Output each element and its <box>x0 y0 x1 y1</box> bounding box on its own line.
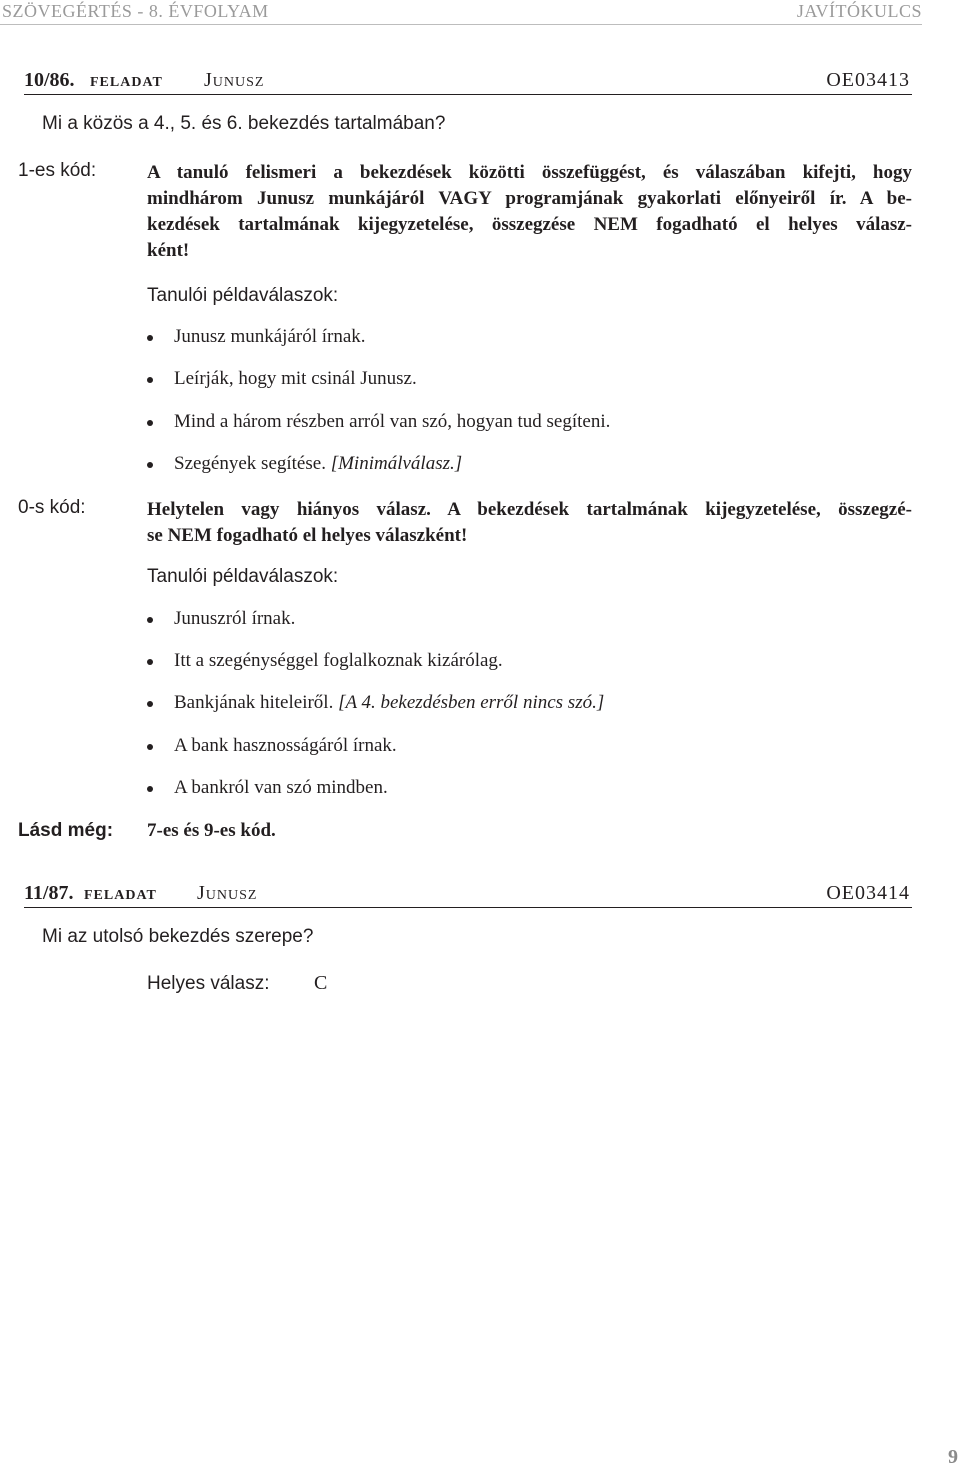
task1-keyword: feladat <box>90 69 163 91</box>
bullet-icon <box>147 659 153 665</box>
answer-value: C <box>314 972 328 994</box>
page-number: 9 <box>948 1446 958 1468</box>
example-text <box>174 453 462 475</box>
task1-number: 10/86. <box>24 69 75 91</box>
example-note: [A 4. bekezdésben erről nincs szó.] <box>338 692 605 713</box>
code0-label: 0-s kód: <box>18 497 86 518</box>
code1-line: mindhárom Junusz munkájáról VAGY programjának gyakorlati előnyeiről ír. A be- <box>147 188 912 209</box>
task2-question: Mi az utolsó bekezdés szerepe? <box>42 926 314 947</box>
bullet-icon <box>147 617 153 623</box>
task1-heading <box>24 68 912 95</box>
bullet-icon <box>147 744 153 750</box>
code0-line: se NEM fogadható el helyes válaszként! <box>147 525 468 546</box>
code0-examples-heading: Tanulói példaválaszok: <box>147 566 339 587</box>
example-text: Junuszról írnak. <box>174 608 296 629</box>
code0-description <box>147 497 912 549</box>
example-note: [Minimálválasz.] <box>330 453 463 474</box>
bullet-icon <box>147 420 153 426</box>
code1-line: A tanuló felismeri a bekezdések közötti összefüggést, és válaszában kifejti, hogy <box>147 162 912 183</box>
code1-label: 1-es kód: <box>18 160 97 181</box>
see-also-value: 7-es és 9-es kód. <box>147 820 276 841</box>
example-text: Leírják, hogy mit csinál Junusz. <box>174 368 417 389</box>
bullet-icon <box>147 462 153 468</box>
example-text: A bankról van szó mindben. <box>174 777 388 798</box>
bullet-icon <box>147 701 153 707</box>
bullet-icon <box>147 786 153 792</box>
answer-label: Helyes válasz: <box>147 973 270 994</box>
bullet-icon <box>147 335 153 341</box>
example-text: Itt a szegénységgel foglalkoznak kizárólag. <box>174 650 503 671</box>
task2-code: OE03414 <box>826 882 910 904</box>
task2-heading <box>24 881 912 908</box>
example-answer: Bankjának hiteleiről. <box>174 692 334 713</box>
example-answer: Szegények segítése. <box>174 453 326 474</box>
code1-examples-heading: Tanulói példaválaszok: <box>147 285 339 306</box>
task2-number: 11/87. <box>24 882 74 904</box>
example-text: A bank hasznosságáról írnak. <box>174 735 397 756</box>
task1-question: Mi a közös a 4., 5. és 6. bekezdés tartalmában? <box>42 113 446 134</box>
task1-code: OE03413 <box>826 69 910 91</box>
see-also-label: Lásd még: <box>18 820 114 841</box>
task1-title: Junusz <box>204 69 265 91</box>
task2-title: Junusz <box>197 882 258 904</box>
header-rule <box>0 24 922 25</box>
code1-line: kezdések tartalmának kijegyzetelése, összegzése NEM fogadható el helyes válasz- <box>147 214 912 235</box>
header-subject: SZÖVEGÉRTÉS - 8. ÉVFOLYAM <box>2 1 269 21</box>
code1-description <box>147 160 912 264</box>
example-text: Junusz munkájáról írnak. <box>174 326 366 347</box>
task2-keyword: feladat <box>84 882 157 904</box>
code1-line: ként! <box>147 240 190 261</box>
code0-line: Helytelen vagy hiányos válasz. A bekezdések tartalmának kijegyzetelése, összegzé- <box>147 499 912 520</box>
example-text <box>174 692 604 714</box>
header-doc-type: JAVÍTÓKULCS <box>796 1 922 21</box>
example-text: Mind a három részben arról van szó, hogyan tud segíteni. <box>174 411 611 432</box>
page-header <box>0 0 922 26</box>
bullet-icon <box>147 377 153 383</box>
